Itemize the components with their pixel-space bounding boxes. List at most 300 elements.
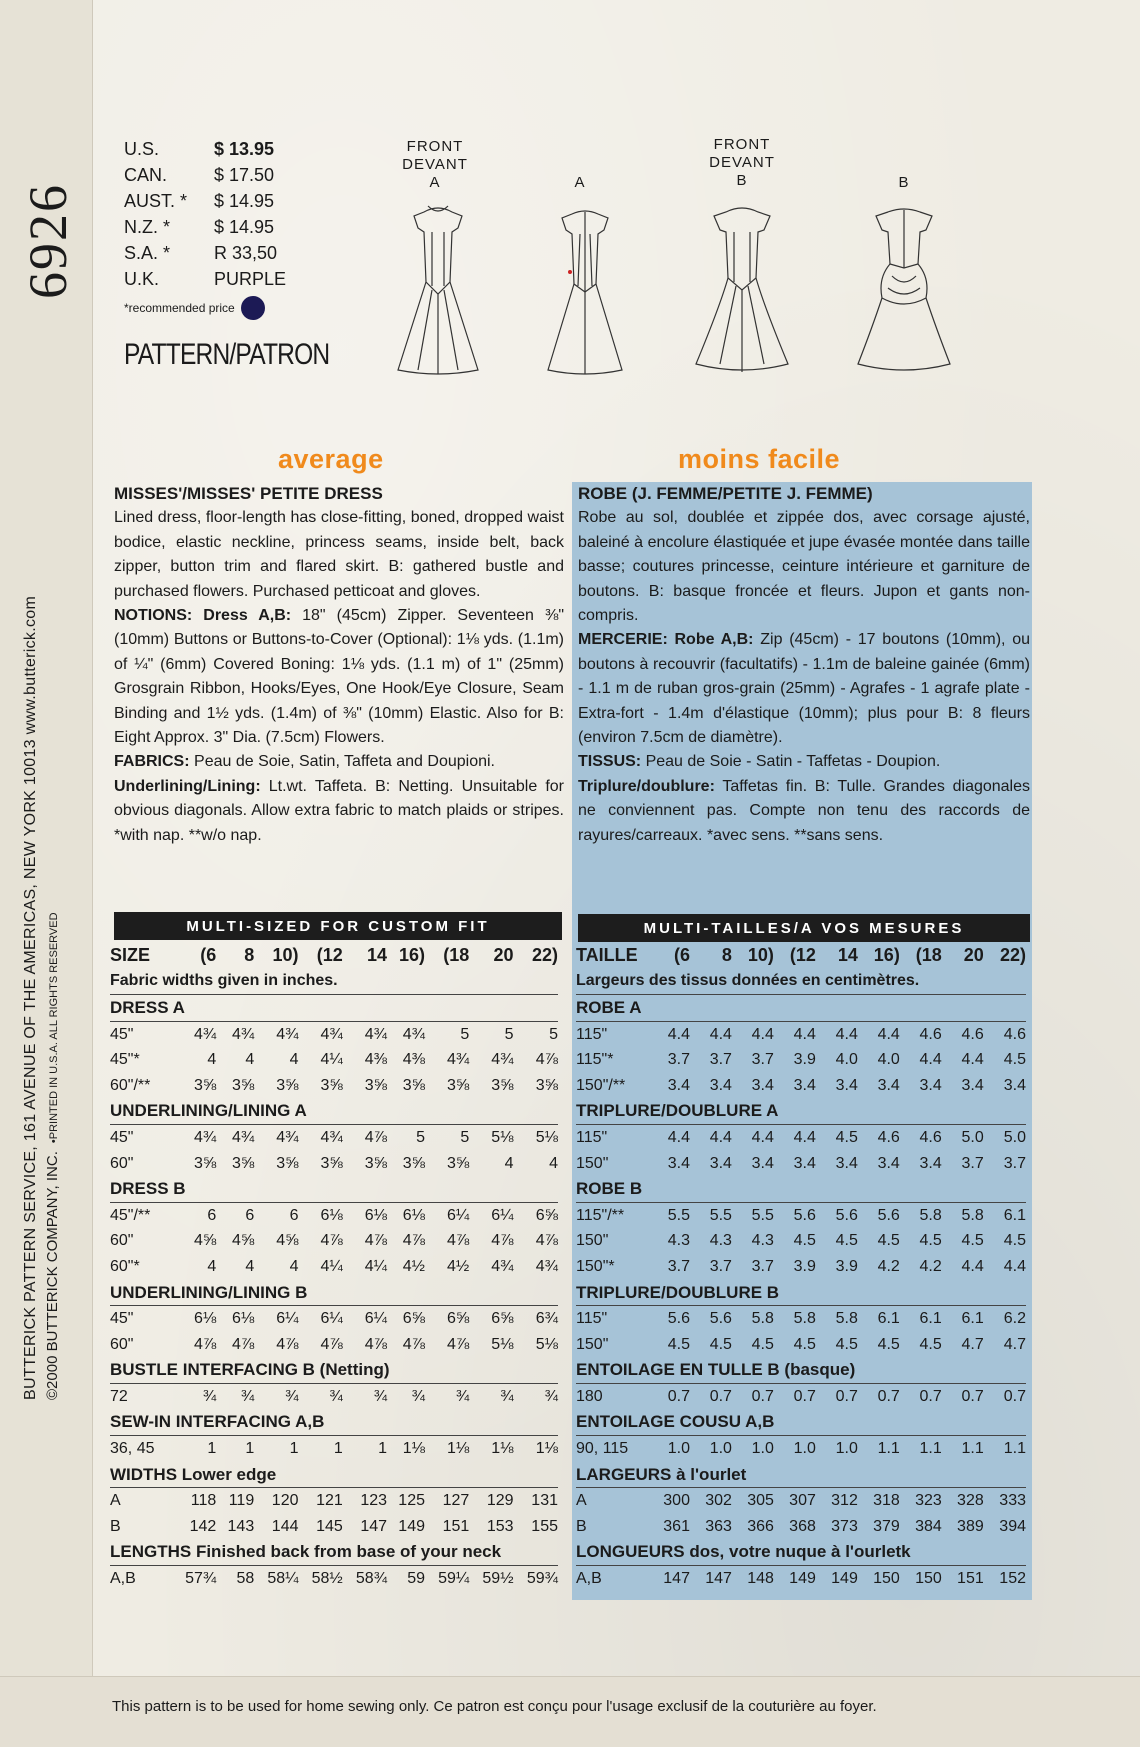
table-cell: 3.4 xyxy=(877,1154,900,1172)
difficulty-level-fr: moins facile xyxy=(678,444,841,474)
table-cell: 4⅞ xyxy=(535,1232,558,1250)
table-section-title: ENTOILAGE EN TULLE B (basque) xyxy=(576,1358,1026,1384)
table-cell: 366 xyxy=(747,1517,774,1535)
table-cell: 6⅝ xyxy=(447,1310,470,1328)
table-row xyxy=(576,1125,1026,1151)
table-cell: 131 xyxy=(531,1492,558,1510)
table-row xyxy=(110,1332,558,1358)
table-cell: 3.4 xyxy=(961,1076,984,1094)
table-cell: 4.4 xyxy=(961,1051,984,1069)
table-cell: 3⅝ xyxy=(231,1154,255,1172)
table-cell: 4.4 xyxy=(709,1025,732,1043)
row-label: B xyxy=(576,1517,587,1535)
table-cell: 155 xyxy=(531,1517,558,1535)
table-cell: 3⅝ xyxy=(320,1154,343,1172)
table-cell: 4.4 xyxy=(835,1025,858,1043)
table-cell: 0.7 xyxy=(793,1387,816,1405)
size-header-cell: (6 xyxy=(673,945,690,966)
table-cell: 5⅛ xyxy=(491,1128,514,1146)
table-cell: 3.7 xyxy=(961,1154,984,1172)
table-cell: 58¾ xyxy=(355,1570,388,1588)
table-cell: 3.4 xyxy=(709,1154,732,1172)
table-cell: 119 xyxy=(228,1492,255,1510)
table-cell: 3.7 xyxy=(667,1051,690,1069)
table-cell: 0.7 xyxy=(709,1387,732,1405)
table-cell: 1.0 xyxy=(793,1440,816,1458)
home-sewing-notice: This pattern is to be used for home sewing only. Ce patron est conçu pour l'usage exclusif de la couturière au foyer. xyxy=(112,1698,877,1715)
size-header-row xyxy=(576,943,1026,969)
row-label: B xyxy=(110,1517,121,1535)
table-cell: 4¾ xyxy=(491,1257,514,1275)
fabric-width-note xyxy=(110,969,558,995)
table-cell: 333 xyxy=(999,1492,1026,1510)
table-section-header xyxy=(110,1540,558,1566)
product-title-fr: ROBE (J. FEMME/PETITE J. FEMME) xyxy=(578,484,873,503)
table-cell: 312 xyxy=(831,1492,858,1510)
table-cell: 4.5 xyxy=(877,1335,900,1353)
table-cell: 4.5 xyxy=(835,1128,858,1146)
table-cell: 145 xyxy=(316,1517,343,1535)
table-cell: 4⅝ xyxy=(276,1232,299,1250)
table-cell: 6¼ xyxy=(491,1206,514,1224)
table-cell: 4¾ xyxy=(231,1128,255,1146)
table-cell: 4¾ xyxy=(276,1128,299,1146)
row-label: 45" xyxy=(110,1310,134,1328)
table-cell: 120 xyxy=(271,1492,299,1510)
table-cell: 5.8 xyxy=(835,1310,858,1328)
table-cell: 153 xyxy=(486,1517,514,1535)
table-cell: 4.4 xyxy=(877,1025,900,1043)
table-cell: 6⅛ xyxy=(231,1310,255,1328)
table-cell: 5 xyxy=(549,1025,558,1043)
table-cell: 4⅝ xyxy=(231,1232,255,1250)
table-cell: 3⅝ xyxy=(447,1154,470,1172)
table-cell: ¾ xyxy=(544,1387,558,1405)
table-cell: 59¼ xyxy=(438,1570,470,1588)
table-cell: ¾ xyxy=(373,1387,388,1405)
table-cell: ¾ xyxy=(285,1387,299,1405)
table-cell: 4¾ xyxy=(402,1025,425,1043)
table-cell: 3.4 xyxy=(793,1076,816,1094)
table-cell: 305 xyxy=(747,1492,774,1510)
table-cell: 4 xyxy=(549,1154,558,1172)
table-cell: 6.2 xyxy=(1003,1310,1026,1328)
sizing-bar-fr: MULTI-TAILLES/A VOS MESURES xyxy=(578,914,1030,942)
sketch-label-back-a: A xyxy=(574,174,586,191)
fabric-width-note-text: Fabric widths given in inches. xyxy=(110,969,558,995)
table-section-title: SEW-IN INTERFACING A,B xyxy=(110,1410,558,1436)
product-title-en: MISSES'/MISSES' PETITE DRESS xyxy=(114,484,383,503)
table-cell: 5 xyxy=(460,1025,470,1043)
table-row xyxy=(110,1125,558,1151)
size-header-cell: 14 xyxy=(837,945,858,966)
table-row xyxy=(576,1566,1026,1592)
table-section-header xyxy=(110,995,558,1022)
table-cell: 4.5 xyxy=(1003,1232,1026,1250)
table-cell: 394 xyxy=(999,1517,1026,1535)
table-cell: 4.4 xyxy=(709,1128,732,1146)
table-cell: 4⅞ xyxy=(231,1335,255,1353)
table-section-header xyxy=(576,1358,1026,1384)
table-cell: 4⅞ xyxy=(535,1051,558,1069)
table-cell: 3⅝ xyxy=(320,1076,343,1094)
notions-fr: MERCERIE: Robe A,B: Zip (45cm) - 17 boutons (10mm), ou boutons à recouvrir (facultatifs) - 1.1m de baleine gainée (6mm) - 1.1 m de ruban gros-grain (25mm) - Agrafes - 1 agrafe plate - Extra-fort - 1.4m d'élastique (10mm); plus pour B: 8 fleurs (environ 7.5cm de diamètre). xyxy=(578,631,1031,747)
table-cell: 6¼ xyxy=(320,1310,343,1328)
table-cell: 373 xyxy=(831,1517,858,1535)
table-cell: 4⅞ xyxy=(320,1335,343,1353)
row-label: A xyxy=(110,1492,121,1510)
table-cell: 149 xyxy=(831,1570,858,1588)
table-cell: 4⅞ xyxy=(364,1128,388,1146)
table-cell: ¾ xyxy=(411,1387,425,1405)
table-cell: 6.1 xyxy=(919,1310,942,1328)
table-cell: 5 xyxy=(416,1128,425,1146)
table-cell: ¾ xyxy=(455,1387,470,1405)
table-cell: 5.0 xyxy=(961,1128,984,1146)
table-cell: 5.8 xyxy=(751,1310,774,1328)
table-cell: 59¾ xyxy=(526,1570,558,1588)
table-cell: 361 xyxy=(663,1517,690,1535)
table-cell: 149 xyxy=(789,1570,816,1588)
table-cell: 3.7 xyxy=(667,1257,690,1275)
table-cell: 4¼ xyxy=(320,1257,343,1275)
price-row: S.A. * R 33,50 xyxy=(124,242,278,263)
table-cell: 5⅛ xyxy=(491,1335,514,1353)
size-header-cell: 20 xyxy=(493,945,514,966)
table-cell: 5.6 xyxy=(877,1206,900,1224)
table-cell: 4⅞ xyxy=(320,1232,343,1250)
table-cell: 3⅝ xyxy=(276,1076,299,1094)
table-cell: 4.6 xyxy=(919,1025,942,1043)
size-header-cell: (18 xyxy=(443,945,470,966)
table-cell: 3.7 xyxy=(751,1051,774,1069)
table-cell: 3.4 xyxy=(1003,1076,1026,1094)
table-cell: 3.7 xyxy=(709,1051,732,1069)
table-cell: 302 xyxy=(705,1492,732,1510)
table-cell: 5⅛ xyxy=(535,1128,558,1146)
table-cell: 5.0 xyxy=(1003,1128,1026,1146)
table-cell: 3.4 xyxy=(835,1076,858,1094)
table-cell: 3⅝ xyxy=(447,1076,470,1094)
difficulty-level-en: average xyxy=(278,444,384,474)
table-section-header xyxy=(576,1540,1026,1566)
table-cell: 4.5 xyxy=(835,1335,858,1353)
table-cell: 4.5 xyxy=(835,1232,858,1250)
table-cell: 59½ xyxy=(482,1570,514,1588)
size-header-cell: (12 xyxy=(316,945,343,966)
table-row xyxy=(576,1488,1026,1514)
table-cell: 4⅞ xyxy=(364,1335,388,1353)
size-header-cell: 20 xyxy=(963,945,984,966)
table-cell: 3⅝ xyxy=(364,1076,388,1094)
table-cell: 6⅝ xyxy=(491,1310,514,1328)
table-cell: 4.0 xyxy=(877,1051,900,1069)
table-cell: 4 xyxy=(245,1051,255,1069)
table-cell: ¾ xyxy=(202,1387,217,1405)
table-cell: 1⅛ xyxy=(402,1440,425,1458)
description-fr: Robe au sol, doublée et zippée dos, avec corsage ajusté, baleiné à encolure élastiquée et jupe évasée montée dans taille basse; coutures princesse, ceinture intérieure et garniture de boutons. B: basque froncée et fleurs. Jupon et gants non-compris. xyxy=(578,509,1030,625)
table-cell: 3⅝ xyxy=(231,1076,255,1094)
table-cell: 1 xyxy=(333,1440,343,1458)
sketch-label-back-b: B xyxy=(898,174,910,191)
size-header-cell: 10) xyxy=(747,945,774,966)
price-row: U.K. PURPLE xyxy=(124,268,287,289)
row-label: 115" xyxy=(576,1128,608,1146)
table-cell: 4.6 xyxy=(919,1128,942,1146)
table-row xyxy=(110,1254,558,1280)
table-cell: 125 xyxy=(398,1492,425,1510)
table-row xyxy=(110,1021,558,1047)
table-row xyxy=(110,1047,558,1073)
table-cell: 5.6 xyxy=(667,1310,690,1328)
row-label: 45"* xyxy=(110,1051,140,1069)
table-cell: 3.7 xyxy=(709,1257,732,1275)
english-description xyxy=(114,482,564,848)
table-row xyxy=(110,1073,558,1099)
table-cell: 6⅛ xyxy=(194,1310,217,1328)
table-cell: 1.1 xyxy=(919,1440,942,1458)
size-header-cell: (6 xyxy=(200,945,217,966)
size-header-label: SIZE xyxy=(110,945,151,966)
table-cell: 58¼ xyxy=(267,1570,299,1588)
table-cell: 3⅝ xyxy=(402,1076,425,1094)
price-row: AUST. * $ 14.95 xyxy=(124,190,275,211)
table-cell: 4¼ xyxy=(320,1051,343,1069)
price-row: U.S. $ 13.95 xyxy=(124,138,275,159)
table-row xyxy=(576,1514,1026,1540)
table-cell: 0.7 xyxy=(961,1387,984,1405)
table-cell: 4⅝ xyxy=(194,1232,217,1250)
yardage-table-en xyxy=(110,943,558,1592)
table-section-title: WIDTHS Lower edge xyxy=(110,1462,558,1488)
size-header-cell: 22) xyxy=(999,945,1026,966)
table-cell: 6⅛ xyxy=(320,1206,343,1224)
table-cell: 143 xyxy=(227,1517,255,1535)
table-cell: 4⅞ xyxy=(447,1232,470,1250)
table-cell: 147 xyxy=(663,1570,690,1588)
table-cell: ¾ xyxy=(500,1387,514,1405)
table-row xyxy=(576,1436,1026,1462)
table-cell: 3.4 xyxy=(751,1154,774,1172)
row-label: 150" xyxy=(576,1335,609,1353)
table-cell: 1 xyxy=(207,1440,217,1458)
table-cell: 4⅞ xyxy=(491,1232,514,1250)
table-section-title: LENGTHS Finished back from base of your neck xyxy=(110,1540,558,1566)
table-cell: 121 xyxy=(316,1492,343,1510)
table-cell: 4.6 xyxy=(877,1128,900,1146)
table-cell: 4.2 xyxy=(877,1257,900,1275)
pattern-number: 6926 xyxy=(18,183,78,299)
table-cell: 5 xyxy=(460,1128,470,1146)
table-cell: 6⅛ xyxy=(364,1206,388,1224)
row-label: 115" xyxy=(576,1310,608,1328)
table-cell: 6 xyxy=(245,1206,255,1224)
table-cell: 4.7 xyxy=(961,1335,984,1353)
table-cell: 4⅞ xyxy=(364,1232,388,1250)
table-cell: 3⅝ xyxy=(364,1154,388,1172)
row-label: 45" xyxy=(110,1025,134,1043)
table-cell: 0.7 xyxy=(751,1387,774,1405)
table-section-header xyxy=(110,1410,558,1436)
table-cell: 3.9 xyxy=(793,1051,816,1069)
table-cell: 4⅞ xyxy=(402,1232,425,1250)
table-cell: 368 xyxy=(789,1517,816,1535)
table-cell: 150 xyxy=(873,1570,900,1588)
table-cell: 1⅛ xyxy=(447,1440,470,1458)
table-section-header xyxy=(110,1358,558,1384)
table-cell: 328 xyxy=(957,1492,984,1510)
dress-b-back-illustration xyxy=(852,198,956,376)
table-cell: 1.0 xyxy=(667,1440,690,1458)
table-cell: 4.5 xyxy=(961,1232,984,1250)
table-cell: 1.1 xyxy=(877,1440,900,1458)
table-cell: 150 xyxy=(915,1570,942,1588)
table-cell: 148 xyxy=(747,1570,774,1588)
table-cell: 4¾ xyxy=(491,1051,514,1069)
table-cell: 3⅝ xyxy=(402,1154,425,1172)
table-cell: 4.5 xyxy=(877,1232,900,1250)
copyright-line: ©2000 BUTTERICK COMPANY, INC.•PRINTED IN U.S.A. ALL RIGHTS RESERVED xyxy=(44,912,61,1400)
table-cell: 4¾ xyxy=(535,1257,558,1275)
table-section-title: LARGEURS à l'ourlet xyxy=(576,1462,1026,1488)
table-cell: 6 xyxy=(207,1206,217,1224)
row-label: 115"/** xyxy=(576,1206,625,1224)
table-row xyxy=(576,1229,1026,1255)
table-cell: 4.5 xyxy=(919,1335,942,1353)
table-cell: 129 xyxy=(486,1492,514,1510)
row-label: 60" xyxy=(110,1154,134,1172)
table-cell: 1.0 xyxy=(709,1440,732,1458)
row-label: 180 xyxy=(576,1387,603,1405)
table-row xyxy=(110,1202,558,1228)
fabric-width-note xyxy=(576,969,1026,995)
table-row xyxy=(110,1151,558,1177)
table-section-header xyxy=(576,995,1026,1022)
table-cell: 3.9 xyxy=(793,1257,816,1275)
table-cell: 1.1 xyxy=(1003,1440,1026,1458)
table-cell: 4⅞ xyxy=(447,1335,470,1353)
table-cell: 4.5 xyxy=(919,1232,942,1250)
table-cell: 4 xyxy=(504,1154,514,1172)
table-cell: 5⅛ xyxy=(535,1335,558,1353)
table-cell: 4.0 xyxy=(835,1051,858,1069)
table-cell: 5.6 xyxy=(835,1206,858,1224)
table-row xyxy=(576,1332,1026,1358)
table-cell: 4.4 xyxy=(793,1025,816,1043)
table-section-title: UNDERLINING/LINING B xyxy=(110,1280,558,1306)
table-cell: 4.3 xyxy=(709,1232,732,1250)
table-cell: 6.1 xyxy=(961,1310,984,1328)
table-row xyxy=(110,1514,558,1540)
price-row: N.Z. * $ 14.95 xyxy=(124,216,275,237)
table-cell: 6.1 xyxy=(877,1310,900,1328)
table-cell: 363 xyxy=(705,1517,732,1535)
table-cell: 3.7 xyxy=(751,1257,774,1275)
table-cell: 1.0 xyxy=(751,1440,774,1458)
table-cell: 6 xyxy=(289,1206,299,1224)
table-cell: 5.5 xyxy=(709,1206,732,1224)
table-cell: 3.4 xyxy=(835,1154,858,1172)
table-cell: 4.5 xyxy=(793,1232,816,1250)
recommended-price-note: *recommended price xyxy=(124,296,304,320)
table-cell: 1 xyxy=(378,1440,388,1458)
size-header-cell: 22) xyxy=(531,945,558,966)
table-cell: 147 xyxy=(705,1570,732,1588)
table-cell: 123 xyxy=(360,1492,388,1510)
table-row xyxy=(110,1384,558,1410)
french-description xyxy=(578,482,1030,848)
table-cell: 4⅜ xyxy=(402,1051,425,1069)
dress-a-back-illustration xyxy=(540,200,630,378)
table-cell: 5.8 xyxy=(961,1206,984,1224)
size-header-cell: 8 xyxy=(721,945,732,966)
table-row xyxy=(576,1047,1026,1073)
table-section-header xyxy=(576,1462,1026,1488)
row-label: A,B xyxy=(576,1570,602,1588)
price-code-dot xyxy=(241,296,265,320)
table-section-title: DRESS B xyxy=(110,1176,558,1202)
size-header-cell: (18 xyxy=(915,945,942,966)
description-en: Lined dress, floor-length has close-fitting, boned, dropped waist bodice, elastic neckline, princess seams, inside belt, back zipper, button trim and flared skirt. B: gathered bustle and purchased flowers. Purchased petticoat and gloves. xyxy=(114,509,564,600)
table-cell: 4.4 xyxy=(751,1128,774,1146)
table-cell: 4 xyxy=(207,1051,217,1069)
row-label: A,B xyxy=(110,1570,136,1588)
table-cell: 6¾ xyxy=(535,1310,558,1328)
table-cell: 4 xyxy=(207,1257,217,1275)
table-cell: 4½ xyxy=(402,1257,425,1275)
table-cell: 6¼ xyxy=(447,1206,470,1224)
table-cell: 4¾ xyxy=(231,1025,255,1043)
table-row xyxy=(110,1566,558,1592)
table-cell: 318 xyxy=(873,1492,900,1510)
table-section-title: TRIPLURE/DOUBLURE A xyxy=(576,1099,1026,1125)
table-cell: 151 xyxy=(957,1570,984,1588)
table-cell: 4¼ xyxy=(364,1257,388,1275)
table-cell: 58½ xyxy=(311,1570,343,1588)
table-cell: 4.5 xyxy=(793,1335,816,1353)
table-section-title: ROBE A xyxy=(576,995,1026,1022)
table-cell: 152 xyxy=(999,1570,1026,1588)
table-cell: 59 xyxy=(407,1570,425,1588)
table-cell: 3.4 xyxy=(709,1076,732,1094)
size-header-cell: 16) xyxy=(398,945,425,966)
table-cell: 3⅝ xyxy=(491,1076,514,1094)
table-cell: 144 xyxy=(271,1517,299,1535)
notions-en: NOTIONS: Dress A,B: 18" (45cm) Zipper. Seventeen ⅜" (10mm) Buttons or Buttons-to-Cover (Optional): 1⅛ yds. (1.1m) of ¼" (6mm) Covered Boning: 1⅛ yds. (1.1 m) of 1" (25mm) Grosgrain Ribbon, Hooks/Eyes, One Hook/Eye Closure, Seam Binding and 1½ yds. (1.4m) of ⅜" (10mm) Elastic. Also for B: Eight Approx. 3" Dia. (7.5cm) Flowers. xyxy=(114,607,565,747)
table-cell: 3.4 xyxy=(919,1154,942,1172)
table-cell: 4.4 xyxy=(667,1025,690,1043)
table-cell: ¾ xyxy=(240,1387,255,1405)
row-label: 60"/** xyxy=(110,1076,151,1094)
pattern-label: PATTERN/PATRON xyxy=(124,338,330,371)
table-cell: 389 xyxy=(957,1517,984,1535)
lining-en: Underlining/Lining: Lt.wt. Taffeta. B: Netting. Unsuitable for obvious diagonals. Allow extra fabric to match plaids or stripes. *with nap. **w/o nap. xyxy=(114,777,565,844)
table-cell: 4.5 xyxy=(1003,1051,1026,1069)
table-cell: 4⅜ xyxy=(364,1051,388,1069)
table-cell: 6⅛ xyxy=(402,1206,425,1224)
table-cell: 4⅞ xyxy=(402,1335,425,1353)
table-cell: 4.5 xyxy=(751,1335,774,1353)
table-cell: 4¾ xyxy=(194,1025,217,1043)
table-row xyxy=(576,1021,1026,1047)
table-cell: 307 xyxy=(789,1492,816,1510)
table-cell: 4.6 xyxy=(961,1025,984,1043)
table-cell: 5.6 xyxy=(793,1206,816,1224)
price-row: CAN. $ 17.50 xyxy=(124,164,275,185)
table-section-title: BUSTLE INTERFACING B (Netting) xyxy=(110,1358,558,1384)
lining-fr: Triplure/doublure: Taffetas fin. B: Tulle. Grandes diagonales ne conviennent pas. Compte non tenu des raccords de rayures/carreaux. *avec sens. **sans sens. xyxy=(578,777,1031,844)
table-cell: 0.7 xyxy=(835,1387,858,1405)
